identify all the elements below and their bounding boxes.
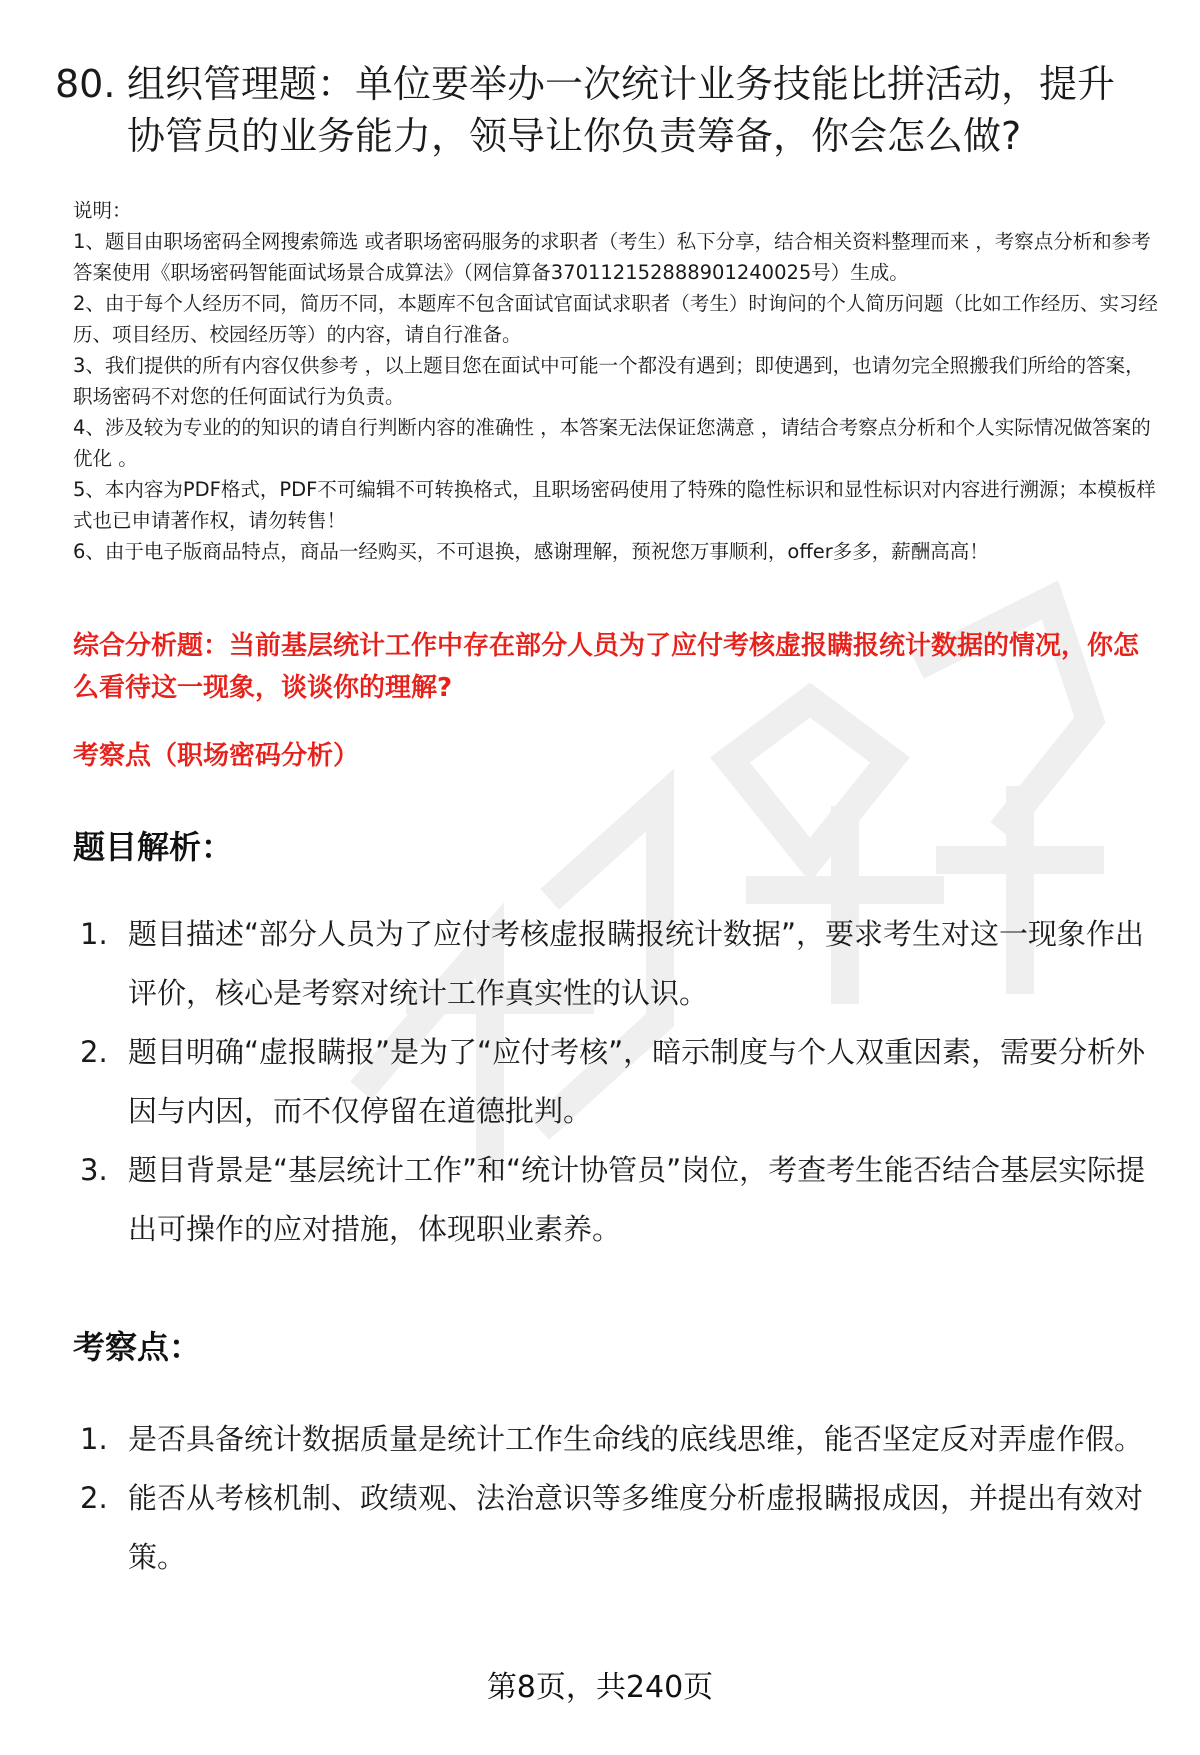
list-item (80, 1469, 1150, 1587)
section-title-parse: 题目解析： (73, 828, 234, 866)
list-item-number: 1. (80, 917, 108, 951)
list-item (80, 1410, 1150, 1469)
notes-item: 4、涉及较为专业的的知识的请自行判断内容的准确性 ，本答案无法保证您满意 ，请结合考察点分析和个人实际情况做答案的优化 。 (73, 416, 1151, 470)
page-number-label: 第8页，共240页 (486, 1670, 714, 1705)
analysis-point-heading: 考察点（职场密码分析） (73, 741, 360, 771)
notes-item: 5、本内容为PDF格式，PDF不可编辑不可转换格式，且职场密码使用了特殊的隐性标识和显性标识对内容进行溯源；本模板样式也已申请著作权，请勿转售！ (73, 478, 1156, 532)
analysis-question: 综合分析题：当前基层统计工作中存在部分人员为了应付考核虚报瞒报统计数据的情况，你怎么看待这一现象，谈谈你的理解? (73, 631, 1140, 703)
question-heading (55, 58, 1145, 162)
list-item-text: 题目背景是“基层统计工作”和“统计协管员”岗位，考查考生能否结合基层实际提出可操作的应对措施，体现职业素养。 (128, 1153, 1146, 1246)
list-item (80, 905, 1150, 1023)
parse-list (80, 905, 1150, 1259)
notes-item: 2、由于每个人经历不同，简历不同，本题库不包含面试官面试求职者（考生）时询问的个人简历问题（比如工作经历、实习经历、项目经历、校园经历等）的内容，请自行准备。 (73, 292, 1158, 346)
list-item-number: 3. (80, 1153, 108, 1187)
list-item (80, 1141, 1150, 1259)
list-item-text: 是否具备统计数据质量是统计工作生命线的底线思维，能否坚定反对弄虚作假。 (128, 1422, 1144, 1456)
list-item-number: 2. (80, 1035, 108, 1069)
points-list (80, 1410, 1150, 1587)
section-title-points: 考察点： (73, 1328, 202, 1366)
list-item-number: 2. (80, 1481, 108, 1515)
notes-item: 6、由于电子版商品特点，商品一经购买，不可退换，感谢理解，预祝您万事顺利，offer多多，薪酬高高！ (73, 540, 989, 563)
list-item-text: 能否从考核机制、政绩观、法治意识等多维度分析虚报瞒报成因，并提出有效对策。 (128, 1481, 1144, 1574)
list-item-text: 题目描述“部分人员为了应付考核虚报瞒报统计数据”，要求考生对这一现象作出评价，核心是考察对统计工作真实性的认识。 (128, 917, 1145, 1010)
list-item-number: 1. (80, 1422, 108, 1456)
list-item (80, 1023, 1150, 1141)
question-number: 80. (55, 62, 116, 106)
notes-title: 说明： (73, 199, 132, 222)
notes-item: 3、我们提供的所有内容仅供参考 ，以上题目您在面试中可能一个都没有遇到；即使遇到，也请勿完全照搬我们所给的答案，职场密码不对您的任何面试行为负责。 (73, 354, 1145, 408)
list-item-text: 题目明确“虚报瞒报”是为了“应付考核”，暗示制度与个人双重因素，需要分析外因与内因，而不仅停留在道德批判。 (128, 1035, 1146, 1128)
notes-item: 1、题目由职场密码全网搜索筛选 或者职场密码服务的求职者（考生）私下分享，结合相关资料整理而来 ，考察点分析和参考答案使用《职场密码智能面试场景合成算法》（网信算备370112152888901240025号）生成。 (73, 230, 1151, 284)
notes-block (73, 195, 1158, 567)
question-text: 组织管理题：单位要举办一次统计业务技能比拼活动，提升协管员的业务能力，领导让你负责筹备，你会怎么做? (127, 62, 1116, 158)
